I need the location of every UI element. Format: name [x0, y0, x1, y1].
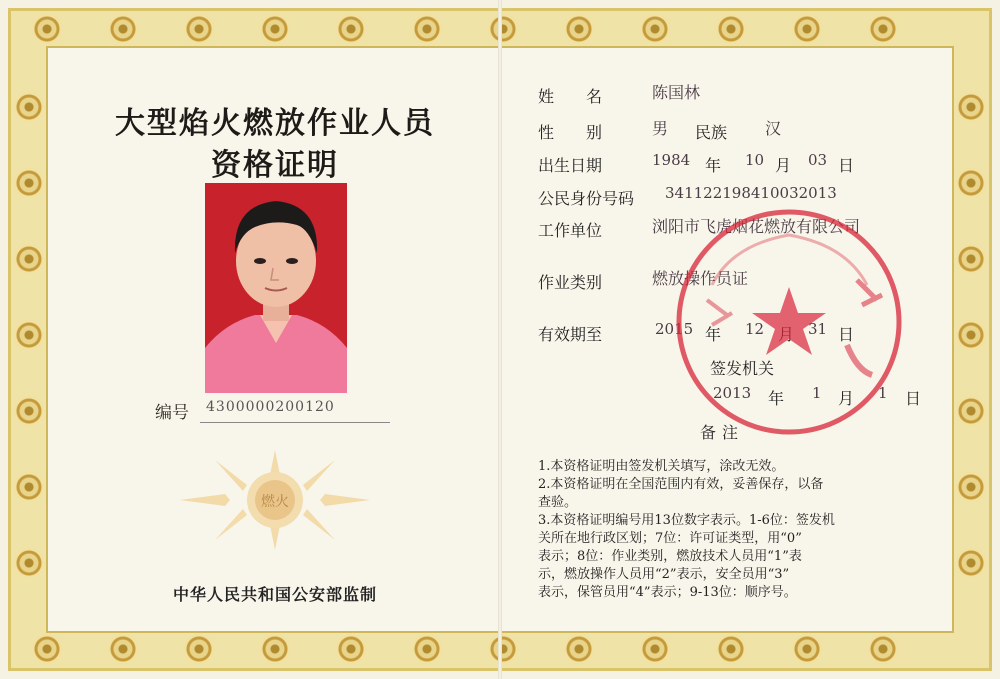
border-rosette-ornament	[12, 242, 46, 276]
border-rosette-ornament	[106, 12, 140, 46]
border-rosette-ornament	[866, 632, 900, 666]
emblem-text: 燃火	[261, 494, 289, 510]
issue-year-unit: 年	[768, 389, 785, 408]
border-rosette-ornament	[12, 470, 46, 504]
border-rosette-ornament	[30, 12, 64, 46]
number-value: 4300000200120	[206, 399, 335, 415]
certificate-title-line2: 资格证明	[211, 148, 339, 183]
birth-day-unit: 日	[838, 156, 855, 175]
border-rosette-ornament	[954, 318, 988, 352]
border-rosette-ornament	[12, 546, 46, 580]
note-item: 1.本资格证明由签发机关填写，涂改无效。	[538, 459, 785, 474]
gender-label: 性 别	[538, 123, 603, 142]
valid-year-unit: 年	[705, 325, 722, 344]
birth-day: 03	[808, 151, 828, 169]
border-rosette-ornament	[258, 12, 292, 46]
issue-day-unit: 日	[905, 389, 922, 408]
border-rosette-ornament	[12, 90, 46, 124]
birth-year: 1984	[652, 151, 691, 169]
issuing-ministry: 中华人民共和国公安部监制	[172, 585, 377, 604]
border-rosette-ornament	[638, 632, 672, 666]
employer-label: 工作单位	[538, 221, 603, 240]
page-fold	[498, 0, 502, 679]
border-rosette-ornament	[790, 632, 824, 666]
note-item: 3.本资格证明编号用13位数字表示。1-6位：签发机 关所在地行政区划；7位：许可证类型，用“0” 表示；8位：作业类别，燃放技术人员用“1”表 示，燃放操作人员用“2”表示，安全员用“3” 表示，保管员用“4”表示；9-13位：顺序号。	[538, 513, 835, 600]
border-rosette-ornament	[638, 12, 672, 46]
issue-day: 1	[878, 384, 888, 402]
gender-value: 男	[652, 119, 669, 138]
border-rosette-ornament	[714, 632, 748, 666]
number-underline	[200, 422, 390, 423]
valid-until-label: 有效期至	[538, 325, 603, 344]
name-label: 姓 名	[538, 87, 603, 106]
official-seal	[672, 205, 907, 440]
id-number-value: 341122198410032013	[665, 184, 837, 202]
border-rosette-ornament	[486, 12, 520, 46]
issue-month-unit: 月	[838, 389, 855, 408]
border-rosette-ornament	[954, 90, 988, 124]
border-rosette-ornament	[954, 470, 988, 504]
notes-list	[538, 458, 918, 602]
birth-year-unit: 年	[705, 156, 722, 175]
id-number-label: 公民身份号码	[538, 189, 635, 208]
issuer-label: 签发机关	[710, 359, 775, 378]
certificate-title-line1: 大型焰火燃放作业人员	[115, 106, 435, 141]
valid-month: 12	[745, 320, 765, 338]
border-rosette-ornament	[258, 632, 292, 666]
ethnicity-label: 民族	[695, 123, 728, 142]
valid-year: 2015	[655, 320, 694, 338]
border-rosette-ornament	[790, 12, 824, 46]
birth-month: 10	[745, 151, 765, 169]
border-rosette-ornament	[182, 632, 216, 666]
number-label: 编号	[155, 403, 189, 423]
issue-year: 2013	[713, 384, 752, 402]
name-value: 陈国林	[652, 83, 701, 102]
remarks-label: 备注	[700, 423, 745, 442]
birth-month-unit: 月	[775, 156, 792, 175]
birth-date-label: 出生日期	[538, 156, 603, 175]
border-rosette-ornament	[334, 12, 368, 46]
border-rosette-ornament	[106, 632, 140, 666]
border-rosette-ornament	[12, 166, 46, 200]
work-category-label: 作业类别	[538, 273, 603, 292]
border-rosette-ornament	[30, 632, 64, 666]
work-category-value: 燃放操作员证	[652, 269, 749, 288]
border-rosette-ornament	[12, 394, 46, 428]
valid-day-unit: 日	[838, 325, 855, 344]
portrait-photo	[205, 183, 347, 393]
border-rosette-ornament	[334, 632, 368, 666]
border-rosette-ornament	[562, 12, 596, 46]
employer-value: 浏阳市飞虎烟花燃放有限公司	[652, 217, 861, 236]
border-rosette-ornament	[714, 12, 748, 46]
issue-month: 1	[812, 384, 822, 402]
border-rosette-ornament	[954, 394, 988, 428]
ethnicity-value: 汉	[765, 119, 782, 138]
border-rosette-ornament	[954, 166, 988, 200]
border-rosette-ornament	[954, 242, 988, 276]
valid-day: 31	[808, 320, 828, 338]
border-rosette-ornament	[562, 632, 596, 666]
border-rosette-ornament	[12, 318, 46, 352]
border-rosette-ornament	[486, 632, 520, 666]
note-item: 2.本资格证明在全国范围内有效，妥善保存，以备 查验。	[538, 477, 824, 510]
border-rosette-ornament	[866, 12, 900, 46]
border-rosette-ornament	[410, 12, 444, 46]
border-rosette-ornament	[410, 632, 444, 666]
border-rosette-ornament	[182, 12, 216, 46]
fireworks-emblem	[175, 445, 375, 555]
border-rosette-ornament	[954, 546, 988, 580]
